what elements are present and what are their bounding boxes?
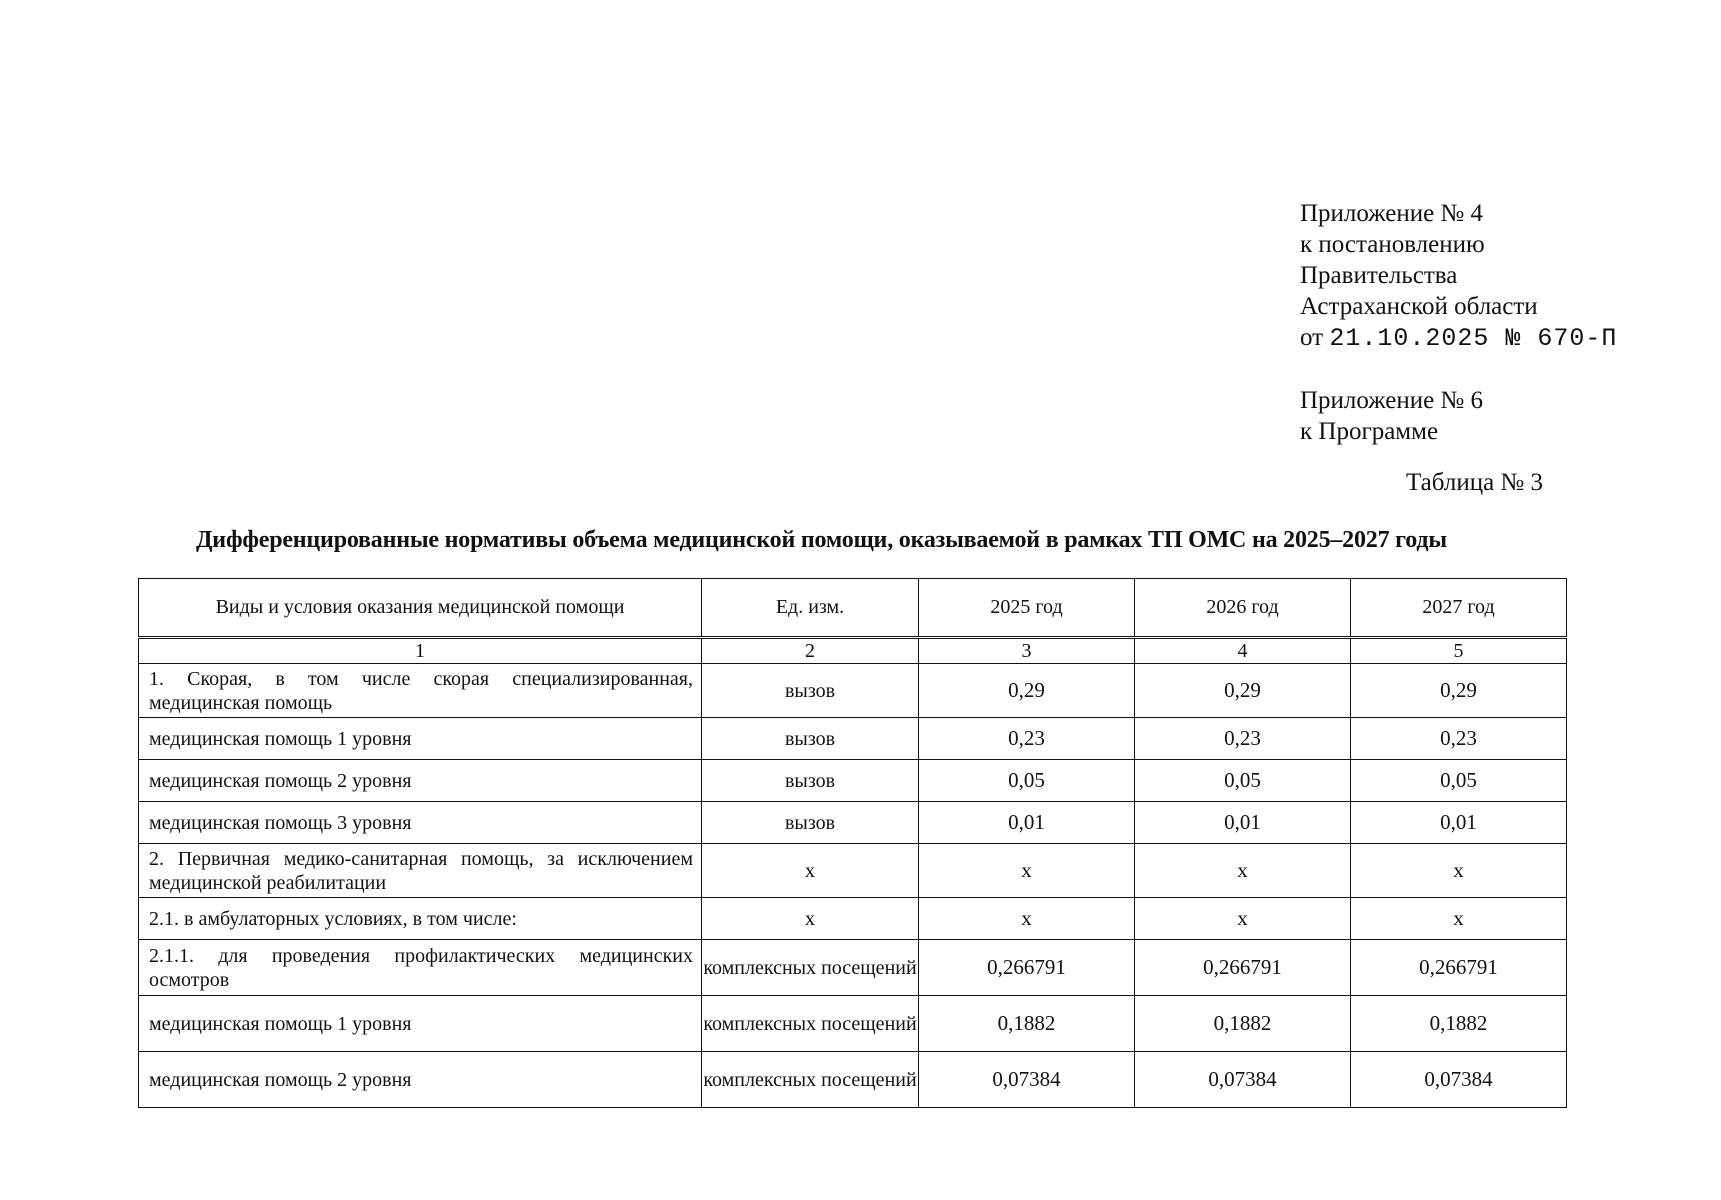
appendix-header [1300,198,1617,447]
table-row [139,940,1567,996]
value-2025: 0,266791 [919,940,1135,996]
column-header: Ед. изм. [702,579,919,638]
row-unit: вызов [702,664,919,718]
row-name: 2.1. в амбулаторных условиях, в том числе: [139,898,702,940]
standards-table [138,578,1567,1108]
value-2025: x [919,844,1135,898]
row-name: медицинская помощь 1 уровня [139,718,702,760]
row-unit: комплексных посещений [702,940,919,996]
decree-line [1300,322,1617,354]
value-2025: 0,07384 [919,1052,1135,1108]
program-line: Приложение № 6 [1300,387,1484,414]
value-2025: 0,29 [919,664,1135,718]
column-header: 2027 год [1351,579,1567,638]
row-unit: комплексных посещений [702,996,919,1052]
row-name: медицинская помощь 2 уровня [139,1052,702,1108]
value-2027: 0,29 [1351,664,1567,718]
value-2026: x [1135,898,1351,940]
column-number: 4 [1135,638,1351,664]
value-2026: 0,266791 [1135,940,1351,996]
value-2027: 0,07384 [1351,1052,1567,1108]
value-2026: 0,07384 [1135,1052,1351,1108]
row-unit: вызов [702,802,919,844]
table-title: Дифференцированные нормативы объема медицинской помощи, оказываемой в рамках ТП ОМС на 2025–2027 годы [196,527,1447,553]
row-name: 2. Первичная медико-санитарная помощь, за исключением медицинской реабилитации [139,844,702,898]
program-line: к Программе [1300,418,1439,445]
row-name: 2.1.1. для проведения профилактических медицинских осмотров [139,940,702,996]
row-unit: вызов [702,718,919,760]
value-2025: 0,1882 [919,996,1135,1052]
table-row [139,718,1567,760]
column-header: 2025 год [919,579,1135,638]
table-row [139,996,1567,1052]
row-unit: комплексных посещений [702,1052,919,1108]
column-number: 1 [139,638,702,664]
value-2026: 0,29 [1135,664,1351,718]
value-2026: 0,01 [1135,802,1351,844]
column-number: 5 [1351,638,1567,664]
value-2026: 0,23 [1135,718,1351,760]
appendix-line: Приложение № 4 [1300,200,1484,227]
appendix-line: к постановлению [1300,231,1485,258]
value-2026: 0,1882 [1135,996,1351,1052]
column-number-row [139,638,1567,664]
table-number: Таблица № 3 [1406,469,1544,496]
value-2027: 0,05 [1351,760,1567,802]
value-2025: x [919,898,1135,940]
column-header: 2026 год [1135,579,1351,638]
row-name: медицинская помощь 1 уровня [139,996,702,1052]
table-row [139,760,1567,802]
decree-number: 21.10.2025 № 670-П [1329,324,1618,353]
row-unit: вызов [702,760,919,802]
value-2027: x [1351,898,1567,940]
column-number: 3 [919,638,1135,664]
row-name: медицинская помощь 2 уровня [139,760,702,802]
table-header-row [139,579,1567,638]
row-name: медицинская помощь 3 уровня [139,802,702,844]
appendix-line: Правительства [1300,262,1458,289]
value-2025: 0,01 [919,802,1135,844]
table-row [139,1052,1567,1108]
decree-prefix: от [1300,324,1324,351]
column-number: 2 [702,638,919,664]
table-row [139,802,1567,844]
value-2026: 0,05 [1135,760,1351,802]
table-row [139,844,1567,898]
value-2027: 0,01 [1351,802,1567,844]
value-2025: 0,05 [919,760,1135,802]
value-2027: 0,266791 [1351,940,1567,996]
appendix-line: Астраханской области [1300,293,1538,320]
value-2026: x [1135,844,1351,898]
table-row [139,898,1567,940]
row-name: 1. Скорая, в том числе скорая специализированная, медицинская помощь [139,664,702,718]
value-2027: x [1351,844,1567,898]
value-2027: 0,23 [1351,718,1567,760]
table-row [139,664,1567,718]
value-2027: 0,1882 [1351,996,1567,1052]
value-2025: 0,23 [919,718,1135,760]
row-unit: x [702,898,919,940]
column-header: Виды и условия оказания медицинской помощи [139,579,702,638]
row-unit: x [702,844,919,898]
